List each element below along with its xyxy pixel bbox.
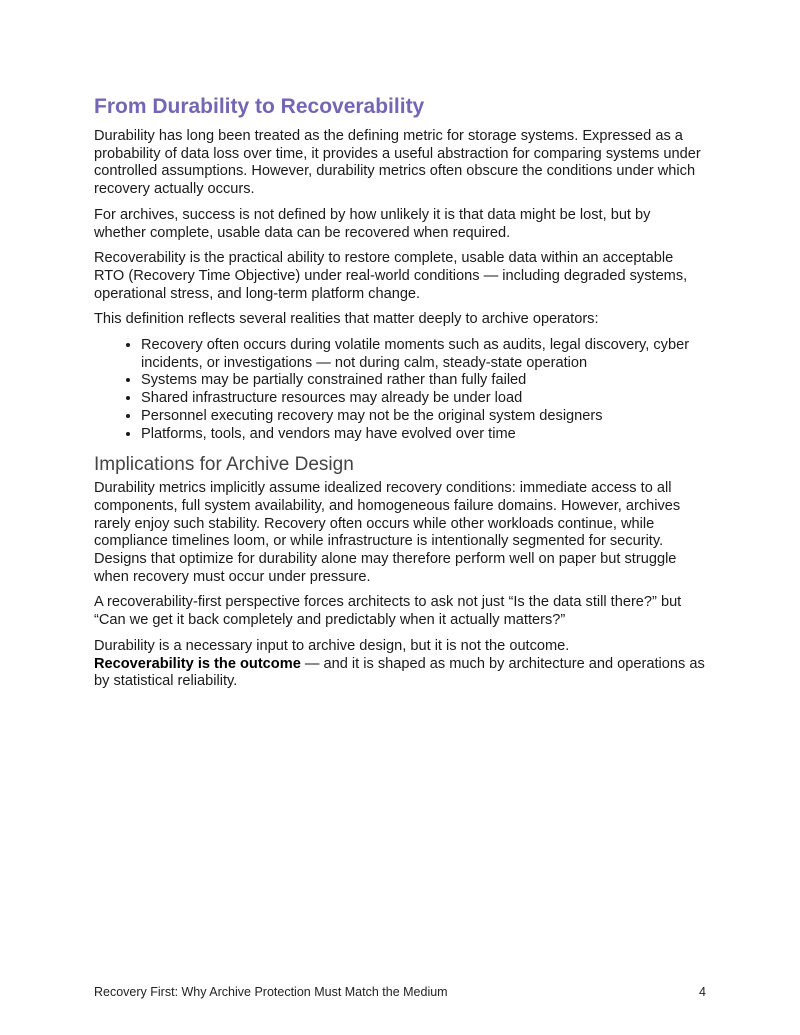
footer-page-number: 4 xyxy=(699,985,706,999)
list-item: • Systems may be partially constrained rather than fully failed xyxy=(141,372,706,390)
conclusion-bold: Recoverability is the outcome xyxy=(94,655,301,672)
list-item: • Platforms, tools, and vendors may have evolved over time xyxy=(141,426,706,444)
list-item: • Shared infrastructure resources may already be under load xyxy=(141,390,706,408)
paragraph-recoverability-definition: Recoverability is the practical ability to restore complete, usable data within an acceptable RTO (Recovery Time Objective) under real-world conditions — including degraded systems, operational stress, and long-term platform change. xyxy=(94,250,688,302)
page-content xyxy=(94,93,706,699)
list-item: • Recovery often occurs during volatile moments such as audits, legal discovery, cyber incidents, or investigations — not during calm, steady-state operation xyxy=(141,337,706,372)
page-title: From Durability to Recoverability xyxy=(94,95,425,118)
footer-document-title: Recovery First: Why Archive Protection Must Match the Medium xyxy=(94,985,448,999)
paragraph-implications: Durability metrics implicitly assume idealized recovery conditions: immediate access to all components, full system availability, and homogeneous failure domains. However, archives rarely enjoy such stability. Recovery often occurs while other workloads continue, while compliance timelines loom, or while infrastructure is intentionally segmented for security. Designs that optimize for durability alone may therefore perform well on paper but struggle when recovery must occur under pressure. xyxy=(94,480,681,585)
paragraph-archives-success: For archives, success is not defined by how unlikely it is that data might be lost, but by whether complete, usable data can be recovered when required. xyxy=(94,206,651,241)
paragraph-conclusion xyxy=(94,638,706,691)
paragraph-recoverability-first: A recoverability-first perspective forces architects to ask not just “Is the data still there?” but “Can we get it back completely and predictably when it actually matters?” xyxy=(94,594,682,629)
list-item: • Personnel executing recovery may not be the original system designers xyxy=(141,408,706,426)
conclusion-start: Durability is a necessary input to archive design, but it is not the outcome. xyxy=(94,637,570,654)
conclusion-end: — and it is shaped as much by architecture and operations as by statistical reliability. xyxy=(94,655,705,690)
page-footer xyxy=(94,985,706,999)
section-heading: Implications for Archive Design xyxy=(94,454,354,476)
realities-list xyxy=(94,337,706,443)
paragraph-durability: Durability has long been treated as the defining metric for storage systems. Expressed as a probability of data loss over time, it provides a useful abstraction for comparing systems under controlled assumptions. However, durability metrics often obscure the conditions under which recovery actually occurs. xyxy=(94,128,701,198)
paragraph-realities-intro: This definition reflects several realities that matter deeply to archive operators: xyxy=(94,311,599,328)
